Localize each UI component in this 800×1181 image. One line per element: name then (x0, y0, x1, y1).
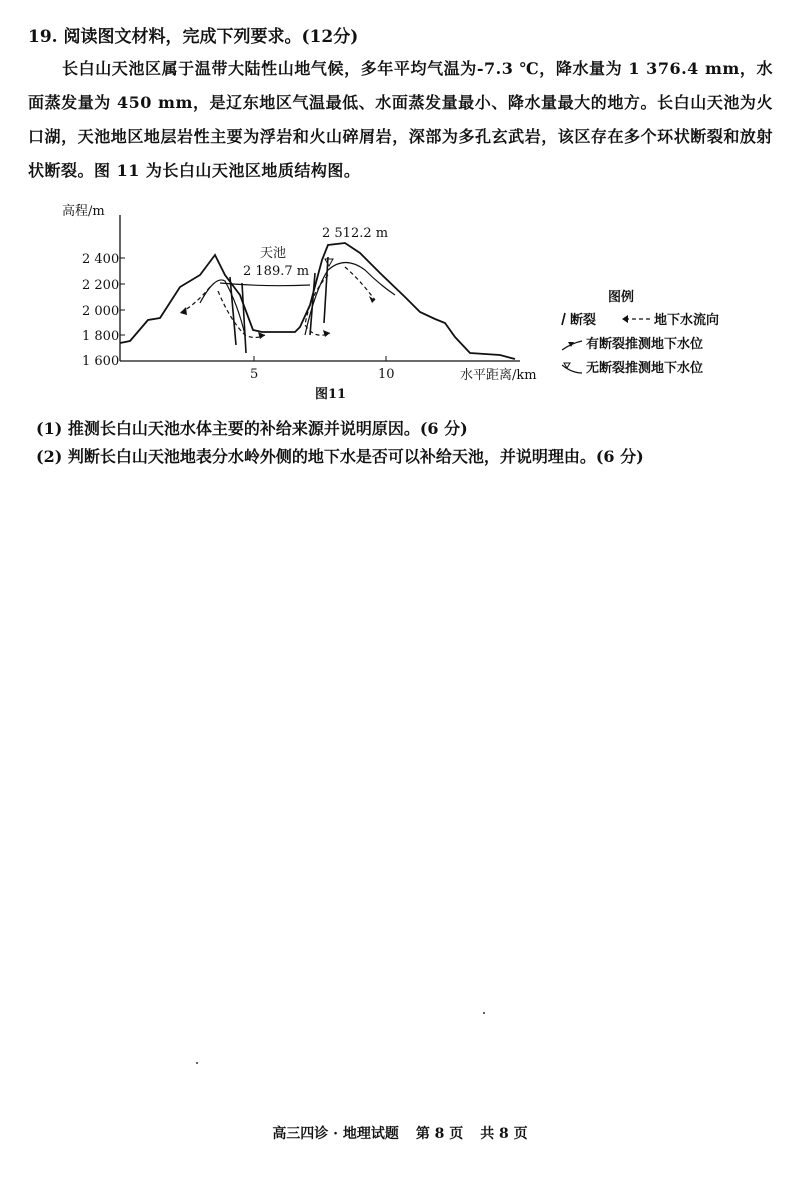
footer-page: 第 8 页 (415, 1126, 464, 1142)
y-tick-2400: 2 400 (82, 252, 120, 267)
figure-caption: 图11 (315, 387, 347, 402)
legend-no-fault: 无断裂推测地下水位 (586, 361, 704, 376)
legend-with-fault: 有断裂推测地下水位 (586, 337, 704, 352)
terrain-profile (120, 243, 515, 359)
fault-4 (324, 257, 328, 323)
fault-2 (242, 283, 246, 353)
x-tick-10: 10 (378, 367, 395, 382)
geology-figure (60, 195, 760, 410)
y-tick-1800: 1 800 (82, 329, 120, 344)
scan-speck (196, 1062, 198, 1064)
sub-question-1: (1) 推测长白山天池水体主要的补给来源并说明原因。(6 分) (36, 419, 468, 438)
flow-arrow-4 (345, 267, 375, 300)
scan-speck (483, 1012, 485, 1014)
legend-fault: 断裂 (570, 313, 597, 328)
legend-flow: 地下水流向 (654, 313, 720, 328)
footer-total: 共 8 页 (480, 1126, 528, 1142)
legend-fault-icon (562, 313, 565, 325)
footer-subject: 高三四诊 · 地理试题 (272, 1126, 399, 1142)
y-tick-2000: 2 000 (82, 304, 120, 319)
question-intro: 长白山天池区属于温带大陆性山地气候，多年平均气温为-7.3 ℃，降水量为 1 376.4 mm，水面蒸发量为 450 mm，是辽东地区气温最低、水面蒸发量最小、降水量最大的地方。长白山天池为火口湖，天池地区地层岩性主要为浮岩和火山碎屑岩，深部为多孔玄武岩，该区存在多个环状断裂和放射状断裂。图 11 为长白山天池区地质结构图。 (28, 59, 773, 180)
water-level-marker (325, 259, 333, 266)
question-title: 19. 阅读图文材料，完成下列要求。(12分) (28, 27, 359, 47)
page-footer (0, 1123, 800, 1143)
legend-title: 图例 (608, 290, 635, 305)
lake-label: 天池 (260, 246, 287, 261)
water-table-left (200, 280, 245, 335)
cross-section-svg (60, 195, 760, 410)
y-tick-2200: 2 200 (82, 278, 120, 293)
legend-no-fault-icon (562, 365, 582, 373)
x-axis-label: 水平距离/km (460, 368, 537, 383)
lake-elevation: 2 189.7 m (243, 264, 310, 279)
sub-question-2: (2) 判断长白山天池地表分水岭外侧的地下水是否可以补给天池，并说明理由。(6 分) (36, 447, 644, 466)
x-tick-5: 5 (250, 367, 259, 382)
y-tick-1600: 1 600 (82, 354, 120, 369)
peak-elevation: 2 512.2 m (322, 226, 389, 241)
y-axis-label: 高程/m (62, 204, 105, 219)
